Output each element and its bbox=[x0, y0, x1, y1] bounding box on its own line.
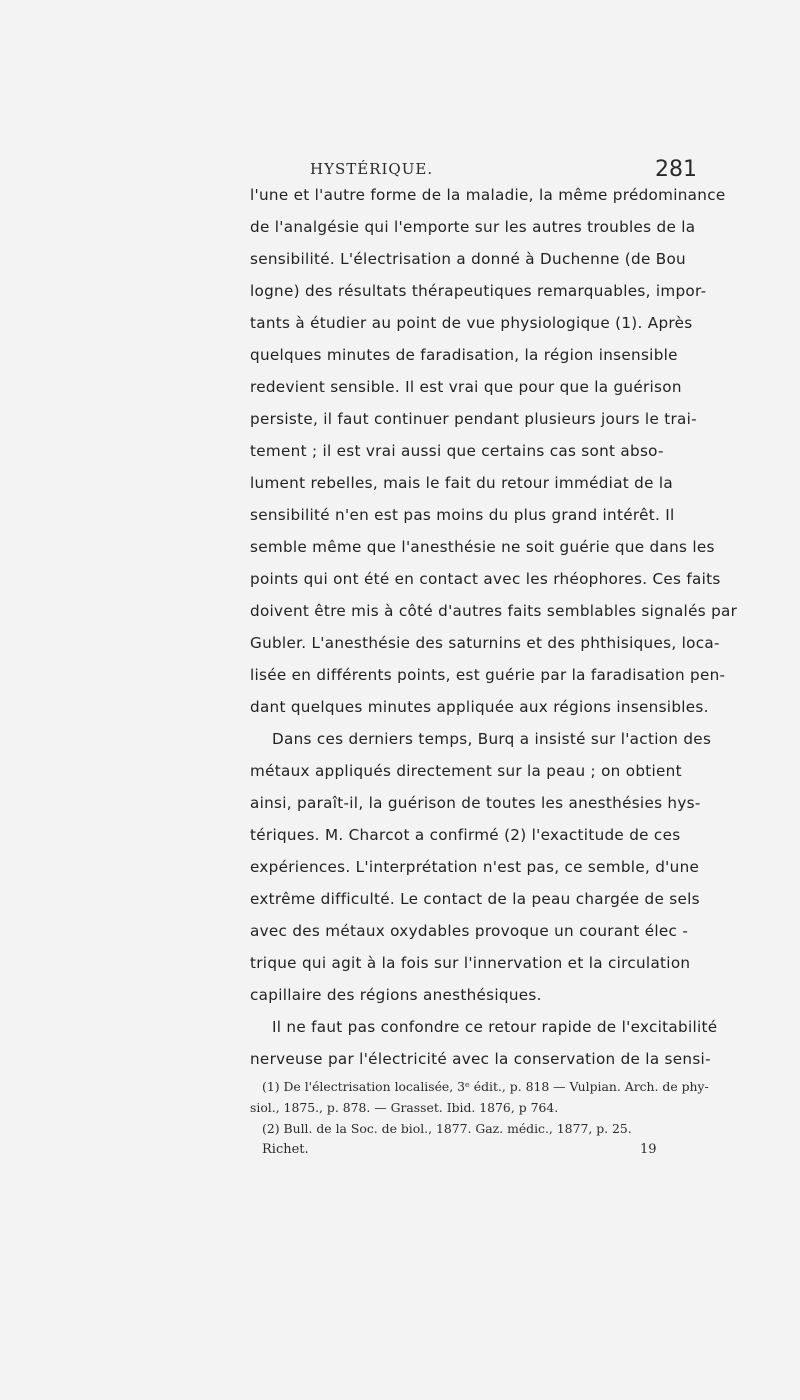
text-line: doivent être mis à côté d'autres faits semblables signalés par bbox=[250, 602, 738, 620]
text-line: extrême difficulté. Le contact de la peau chargée de sels bbox=[250, 890, 700, 908]
text-line: Dans ces derniers temps, Burq a insisté sur l'action des bbox=[272, 730, 712, 748]
text-line: nerveuse par l'électricité avec la conservation de la sensi- bbox=[250, 1050, 711, 1068]
signature-mark: 19 bbox=[640, 1142, 657, 1157]
text-line: capillaire des régions anesthésiques. bbox=[250, 986, 542, 1004]
text-line: tants à étudier au point de vue physiologique (1). Après bbox=[250, 314, 693, 332]
text-line: sensibilité. L'électrisation a donné à Duchenne (de Bou bbox=[250, 250, 686, 268]
text-line: lisée en différents points, est guérie par la faradisation pen- bbox=[250, 666, 726, 684]
text-line: métaux appliqués directement sur la peau ; on obtient bbox=[250, 762, 682, 780]
text-line: sensibilité n'en est pas moins du plus grand intérêt. Il bbox=[250, 506, 675, 524]
text-line: lument rebelles, mais le fait du retour immédiat de la bbox=[250, 474, 674, 492]
footnote-line: (1) De l'électrisation localisée, 3ᵉ édit., p. 818 — Vulpian. Arch. de phy- bbox=[262, 1079, 709, 1094]
text-line: ainsi, paraît-il, la guérison de toutes les anesthésies hys- bbox=[250, 794, 701, 812]
footnote-line: (2) Bull. de la Soc. de biol., 1877. Gaz. médic., 1877, p. 25. bbox=[262, 1121, 632, 1136]
footnote-line: siol., 1875., p. 878. — Grasset. Ibid. 1876, p 764. bbox=[250, 1100, 559, 1115]
text-line: semble même que l'anesthésie ne soit guérie que dans les bbox=[250, 538, 715, 556]
text-line: de l'analgésie qui l'emporte sur les autres troubles de la bbox=[250, 218, 696, 236]
text-line: tement ; il est vrai aussi que certains cas sont abso- bbox=[250, 442, 664, 460]
text-line: Gubler. L'anesthésie des saturnins et des phthisiques, loca- bbox=[250, 634, 720, 652]
text-line: avec des métaux oxydables provoque un courant élec - bbox=[250, 922, 689, 940]
printer-name: Richet. bbox=[262, 1142, 309, 1157]
text-line: redevient sensible. Il est vrai que pour que la guérison bbox=[250, 378, 682, 396]
text-line: expériences. L'interprétation n'est pas, ce semble, d'une bbox=[250, 858, 700, 876]
text-line: points qui ont été en contact avec les rhéophores. Ces faits bbox=[250, 570, 721, 588]
text-line: Il ne faut pas confondre ce retour rapide de l'excitabilité bbox=[272, 1018, 718, 1036]
text-line: dant quelques minutes appliquée aux régions insensibles. bbox=[250, 698, 709, 716]
page-number: 281 bbox=[655, 157, 697, 182]
running-title: HYSTÉRIQUE. bbox=[310, 160, 434, 178]
text-line: l'une et l'autre forme de la maladie, la même prédominance bbox=[250, 186, 726, 204]
text-line: tériques. M. Charcot a confirmé (2) l'exactitude de ces bbox=[250, 826, 681, 844]
text-line: trique qui agit à la fois sur l'innervation et la circulation bbox=[250, 954, 691, 972]
text-line: persiste, il faut continuer pendant plusieurs jours le trai- bbox=[250, 410, 697, 428]
text-line: logne) des résultats thérapeutiques remarquables, impor- bbox=[250, 282, 707, 300]
text-line: quelques minutes de faradisation, la région insensible bbox=[250, 346, 678, 364]
